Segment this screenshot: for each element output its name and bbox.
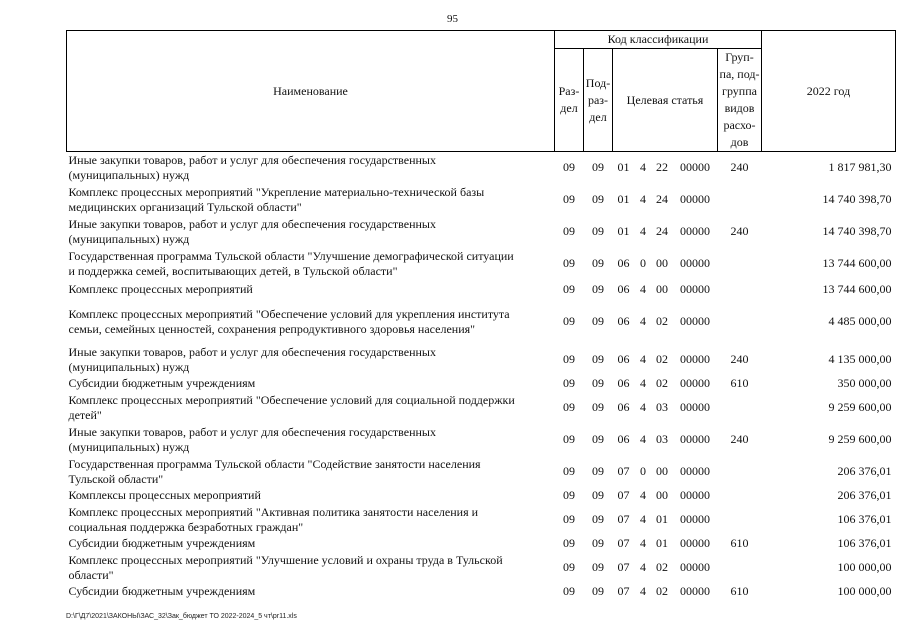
row-target-program: 07 — [617, 512, 630, 526]
row-target-direction: 00000 — [680, 560, 710, 574]
row-target-program: 07 — [617, 536, 630, 550]
row-section: 09 — [563, 192, 575, 206]
row-target-type: 4 — [640, 560, 646, 574]
row-amount: 100 000,00 — [837, 584, 892, 598]
row-amount: 206 376,01 — [837, 464, 892, 478]
row-name: Государственная программа Тульской области "Улучшение демографической ситуации и поддержка семей, воспитывающих детей, в Тульской области" — [68, 248, 514, 278]
table-row — [67, 216, 896, 248]
row-name: Субсидии бюджетным учреждениям — [68, 536, 256, 550]
table-row — [67, 184, 896, 216]
row-target-type: 4 — [640, 488, 646, 502]
row-subsection: 09 — [592, 314, 604, 328]
row-target-program: 06 — [617, 282, 630, 296]
row-target-complex: 00 — [656, 256, 668, 270]
table-row — [67, 536, 896, 552]
header-subsection: Под- раз- дел — [584, 49, 613, 152]
row-target-program: 01 — [617, 192, 630, 206]
row-name: Государственная программа Тульской области "Содействие занятости населения Тульской области" — [68, 456, 481, 486]
row-target-type: 4 — [640, 160, 646, 175]
table-body — [67, 152, 896, 600]
row-expense-group — [718, 392, 762, 424]
row-target-type: 4 — [640, 314, 646, 328]
row-target-direction: 00000 — [680, 464, 710, 478]
header-classification: Код классификации — [555, 31, 762, 49]
table-row — [67, 300, 896, 344]
row-target-direction: 00000 — [680, 432, 710, 446]
row-target-type: 4 — [640, 536, 646, 550]
row-target-direction: 00000 — [680, 584, 710, 598]
row-target-complex: 03 — [656, 400, 668, 414]
row-subsection: 09 — [592, 400, 604, 414]
row-section: 09 — [563, 584, 575, 598]
row-target-type: 0 — [640, 464, 646, 478]
row-target-program: 06 — [617, 352, 630, 366]
table-row — [67, 344, 896, 376]
header-year: 2022 год — [762, 31, 896, 152]
row-target-complex: 24 — [656, 192, 668, 206]
table-row — [67, 376, 896, 392]
row-amount: 350 000,00 — [837, 376, 892, 390]
row-section: 09 — [563, 512, 575, 526]
table-row — [67, 584, 896, 600]
row-target-complex: 22 — [656, 160, 668, 175]
row-section: 09 — [563, 376, 575, 390]
row-subsection: 09 — [592, 192, 604, 206]
row-amount: 14 740 398,70 — [822, 192, 892, 206]
row-amount: 13 744 600,00 — [822, 256, 892, 270]
row-expense-group — [718, 456, 762, 488]
header-target-article: Целевая статья — [613, 49, 718, 152]
row-target-program: 06 — [617, 400, 630, 414]
row-amount: 4 135 000,00 — [828, 352, 892, 366]
page-number: 95 — [447, 13, 458, 25]
row-amount: 100 000,00 — [837, 560, 892, 574]
row-target-complex: 03 — [656, 432, 668, 446]
row-expense-group: 610 — [730, 536, 749, 550]
row-target-direction: 00000 — [680, 512, 710, 526]
row-target-direction: 00000 — [680, 192, 710, 206]
row-target-direction: 00000 — [680, 282, 710, 296]
row-section: 09 — [563, 282, 575, 296]
table-row — [67, 248, 896, 280]
row-name: Комплекс процессных мероприятий "Обеспечение условий для укрепления института семьи, семейных ценностей, сохранения репродуктивного здоровья населения" — [68, 306, 510, 336]
row-name: Субсидии бюджетным учреждениям — [68, 584, 256, 598]
row-expense-group — [718, 248, 762, 280]
row-section: 09 — [563, 314, 575, 328]
row-target-program: 07 — [617, 584, 630, 598]
row-amount: 9 259 600,00 — [828, 432, 892, 446]
row-amount: 106 376,01 — [837, 536, 892, 550]
row-expense-group: 240 — [730, 224, 749, 238]
row-name: Иные закупки товаров, работ и услуг для обеспечения государственных (муниципальных) нужд — [68, 216, 436, 246]
row-expense-group — [718, 552, 762, 584]
row-target-program: 07 — [617, 464, 630, 478]
row-target-direction: 00000 — [680, 488, 710, 502]
row-target-direction: 00000 — [680, 352, 710, 366]
row-name: Комплекс процессных мероприятий "Обеспечение условий для социальной поддержки детей" — [68, 392, 515, 422]
row-expense-group: 610 — [730, 376, 749, 390]
row-target-direction: 00000 — [680, 224, 710, 238]
row-target-direction: 00000 — [680, 536, 710, 550]
row-name: Комплекс процессных мероприятий "Активная политика занятости населения и социальная поддержка безработных граждан" — [68, 504, 479, 534]
row-target-direction: 00000 — [680, 400, 710, 414]
table-row — [67, 280, 896, 300]
row-expense-group — [718, 184, 762, 216]
row-expense-group: 240 — [730, 160, 749, 175]
header-name: Наименование — [67, 31, 555, 152]
row-target-complex: 24 — [656, 224, 668, 238]
row-section: 09 — [563, 536, 575, 550]
row-subsection: 09 — [592, 488, 604, 502]
row-name: Комплексы процессных мероприятий — [68, 488, 261, 502]
table-row — [67, 456, 896, 488]
row-amount: 9 259 600,00 — [828, 400, 892, 414]
row-section: 09 — [563, 352, 575, 366]
table-row — [67, 504, 896, 536]
row-target-complex: 02 — [656, 560, 668, 574]
row-target-complex: 01 — [656, 536, 668, 550]
row-expense-group — [718, 488, 762, 504]
row-target-program: 01 — [617, 224, 630, 238]
row-target-program: 06 — [617, 376, 630, 390]
row-section: 09 — [563, 256, 575, 270]
row-target-program: 06 — [617, 256, 630, 270]
row-subsection: 09 — [592, 376, 604, 390]
row-section: 09 — [563, 464, 575, 478]
row-name: Иные закупки товаров, работ и услуг для обеспечения государственных (муниципальных) нужд — [68, 152, 436, 182]
row-target-direction: 00000 — [680, 256, 710, 270]
row-target-program: 06 — [617, 432, 630, 446]
budget-table — [66, 30, 896, 600]
row-target-type: 4 — [640, 224, 646, 238]
row-amount: 14 740 398,70 — [822, 224, 892, 238]
row-target-type: 4 — [640, 432, 646, 446]
row-expense-group: 610 — [730, 584, 749, 598]
row-target-type: 4 — [640, 584, 646, 598]
row-amount: 106 376,01 — [837, 512, 892, 526]
row-target-complex: 02 — [656, 352, 668, 366]
row-name: Иные закупки товаров, работ и услуг для обеспечения государственных (муниципальных) нужд — [68, 344, 436, 374]
row-amount: 4 485 000,00 — [828, 314, 892, 328]
row-target-type: 4 — [640, 282, 646, 296]
row-amount: 1 817 981,30 — [828, 160, 892, 175]
row-amount: 206 376,01 — [837, 488, 892, 502]
row-subsection: 09 — [592, 432, 604, 446]
row-target-complex: 02 — [656, 584, 668, 598]
row-subsection: 09 — [592, 256, 604, 270]
row-target-direction: 00000 — [680, 160, 710, 175]
row-target-direction: 00000 — [680, 376, 710, 390]
row-expense-group — [718, 280, 762, 300]
row-name: Комплекс процессных мероприятий "Улучшение условий и охраны труда в Тульской области" — [68, 552, 503, 582]
row-section: 09 — [563, 488, 575, 502]
row-name: Иные закупки товаров, работ и услуг для обеспечения государственных (муниципальных) нужд — [68, 424, 436, 454]
row-name: Комплекс процессных мероприятий — [68, 282, 253, 296]
row-target-complex: 00 — [656, 282, 668, 296]
row-target-type: 4 — [640, 352, 646, 366]
table-row — [67, 392, 896, 424]
row-section: 09 — [563, 560, 575, 574]
row-target-complex: 01 — [656, 512, 668, 526]
row-amount: 13 744 600,00 — [822, 282, 892, 296]
row-target-type: 4 — [640, 400, 646, 414]
header-expense-group: Груп- па, под- группа видов расхо- дов — [718, 49, 762, 152]
row-section: 09 — [563, 160, 575, 175]
row-subsection: 09 — [592, 560, 604, 574]
row-target-type: 4 — [640, 376, 646, 390]
row-target-type: 4 — [640, 192, 646, 206]
row-subsection: 09 — [592, 512, 604, 526]
row-name: Субсидии бюджетным учреждениям — [68, 376, 256, 390]
row-target-direction: 00000 — [680, 314, 710, 328]
file-path-footer: D:\Г\Д7\2021\ЗАКОНЫ\ЗАС_32\Зак_бюджет ТО 2022-2024_5 чт\pr11.xls — [66, 613, 297, 620]
table-row — [67, 552, 896, 584]
header-section: Раз- дел — [555, 49, 584, 152]
row-subsection: 09 — [592, 464, 604, 478]
row-expense-group — [718, 504, 762, 536]
table-row — [67, 488, 896, 504]
row-subsection: 09 — [592, 282, 604, 296]
row-expense-group — [718, 300, 762, 344]
row-target-complex: 02 — [656, 314, 668, 328]
row-section: 09 — [563, 400, 575, 414]
row-target-program: 01 — [617, 160, 630, 175]
table-row — [67, 152, 896, 184]
row-subsection: 09 — [592, 352, 604, 366]
row-subsection: 09 — [592, 584, 604, 598]
row-target-program: 07 — [617, 560, 630, 574]
row-expense-group: 240 — [730, 352, 749, 366]
row-section: 09 — [563, 432, 575, 446]
row-section: 09 — [563, 224, 575, 238]
row-subsection: 09 — [592, 224, 604, 238]
row-name: Комплекс процессных мероприятий "Укрепление материально-технической базы медицинских организаций Тульской области" — [68, 184, 485, 214]
row-subsection: 09 — [592, 536, 604, 550]
row-target-complex: 02 — [656, 376, 668, 390]
row-target-program: 06 — [617, 314, 630, 328]
row-subsection: 09 — [592, 160, 604, 175]
row-expense-group: 240 — [730, 432, 749, 446]
row-target-complex: 00 — [656, 488, 668, 502]
row-target-type: 0 — [640, 256, 646, 270]
row-target-complex: 00 — [656, 464, 668, 478]
table-row — [67, 424, 896, 456]
row-target-type: 4 — [640, 512, 646, 526]
row-target-program: 07 — [617, 488, 630, 502]
